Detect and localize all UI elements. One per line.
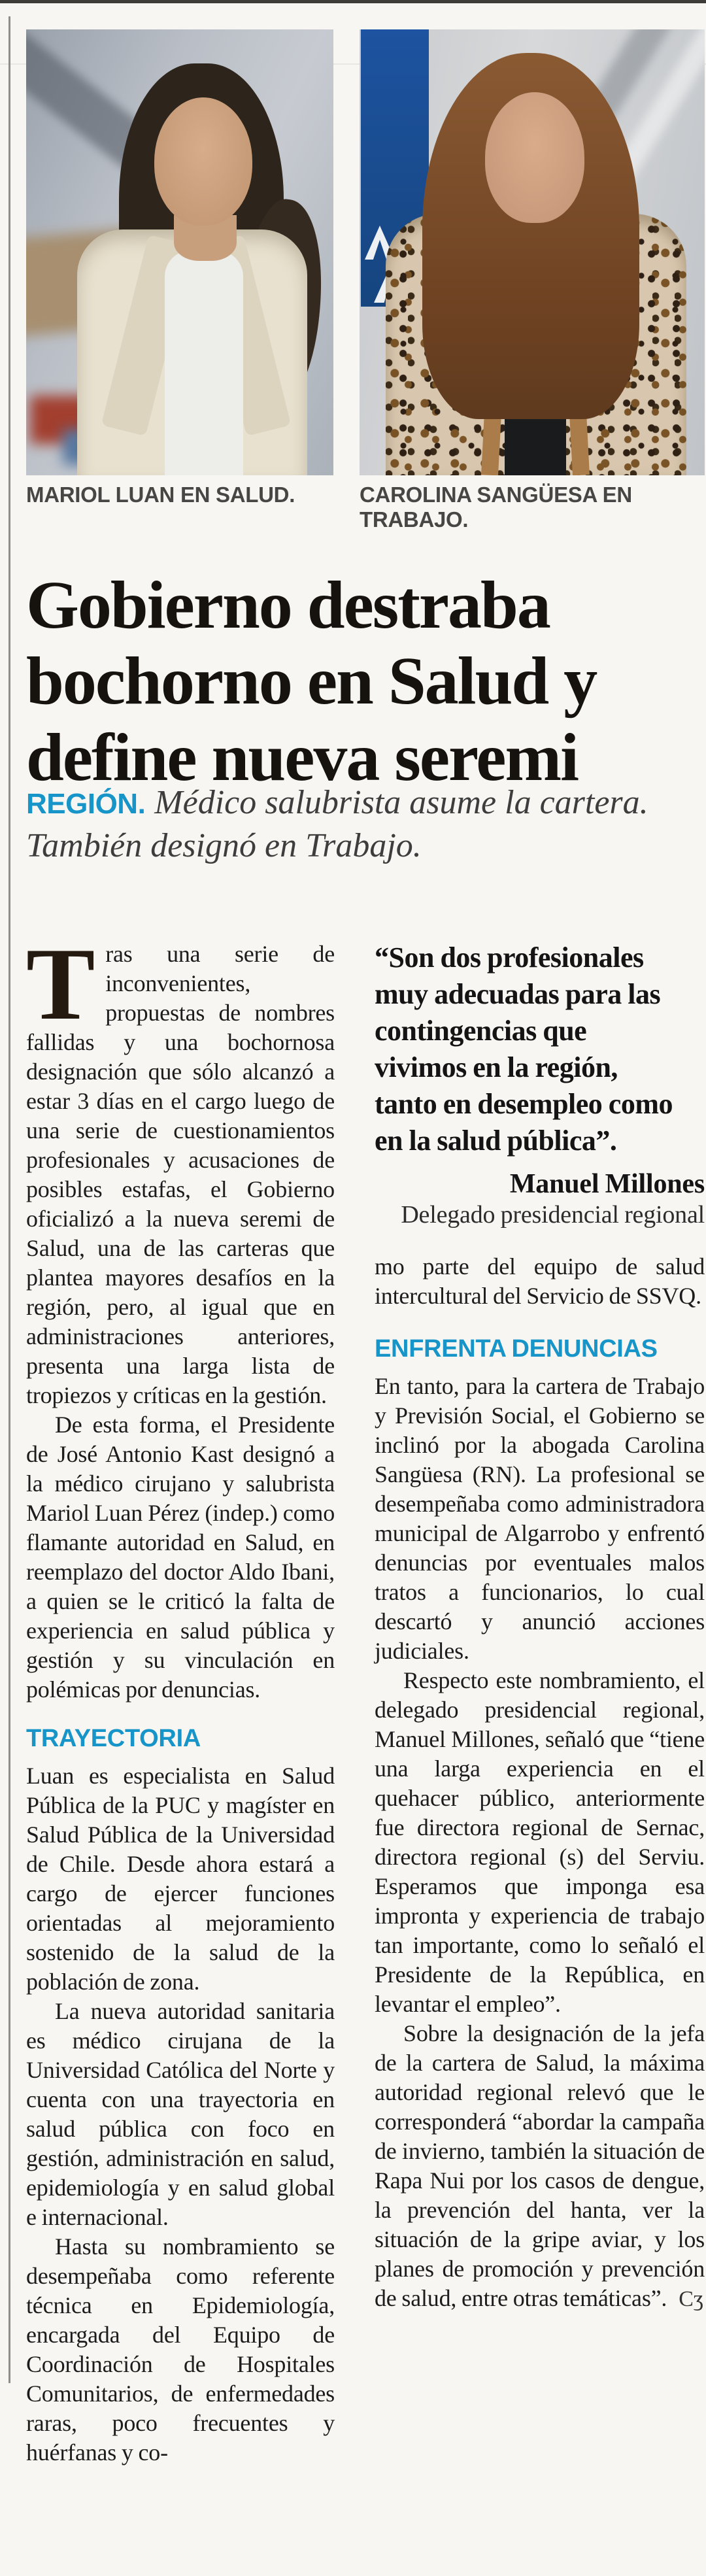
pull-quote: “Son dos profesionales muy adecuadas para las contingencias que vivimos en la región, tanto en desempleo como en la salud pública”. [375, 941, 673, 1157]
body-paragraph: Hasta su nombramiento se desempeñaba como referente técnica en Epidemiología, encargada del Equipo de Coordinación de Hospitales Comunitarios, de enfermedades raras, poco frecuentes y huérfanas y co- [26, 2233, 335, 2466]
body-paragraph: La nueva autoridad sanitaria es médico cirujana de la Universidad Católica del Norte y cuenta con una trayectoria en salud pública con foco en gestión, administración en salud, epidemiología y en salud global e internacional. [26, 1998, 335, 2230]
section-header-trayectoria: TRAYECTORIA [26, 1725, 201, 1752]
person-top [165, 250, 243, 475]
body-paragraph: De esta forma, el Presidente de José Antonio Kast designó a la médico cirujano y salubrista Mariol Luan Pérez (indep.) como flamante autoridad en Salud, en reemplazo del doctor Aldo Ibani, a quien se le criticó la falta de experiencia en salud pública y gestión y su vinculación en polémicas por denuncias. [26, 1412, 335, 1703]
paragraph-text: ras una serie de inconvenientes, propuestas de nombres fallidas y una bochornosa designación que sólo alcanzó a estar 3 días en el cargo luego de una serie de cuestionamientos profesionales y acusaciones de posibles estafas, el Gobierno oficializó a la nueva seremi de Salud, una de las carteras que plantea mayores desafíos en la región, pero, al igual que en administraciones anteriores, presenta una larga lista de tropiezos y críticas en la gestión. [26, 941, 335, 1408]
body-paragraph: En tanto, para la cartera de Trabajo y Previsión Social, el Gobierno se inclinó por la abogada Carolina Sangüesa (RN). La profesional se desempeñaba como administradora municipal de Algarrobo y enfrentó denuncias por eventuales malos tratos a funcionarios, lo cual descartó y anunció acciones judiciales. [375, 1373, 705, 1664]
kicker [26, 782, 701, 867]
body-paragraph [375, 2019, 705, 2314]
quote-attribution-name: Manuel Millones [509, 1169, 705, 1199]
photo-caption-right: CAROLINA SANGÜESA EN TRABAJO. [360, 483, 632, 532]
article-column-left [26, 927, 335, 2467]
body-paragraph-continuation: mo parte del equipo de salud intercultural del Servicio de SSVQ. [375, 1253, 705, 1309]
kicker-text: Médico salubrista asume la cartera. También designó en Trabajo. [26, 784, 648, 864]
person-face [485, 92, 584, 223]
paragraph-text: Sobre la designación de la jefa de la cartera de Salud, la máxima autoridad regional relevó que le corresponderá “abordar la campaña de invierno, también la situación de Rapa Nui por los casos de dengue, la prevención del hanta, ver la situación de la gripe aviar, y los planes de promoción y prevención de salud, entre otras temáticas”. [375, 2020, 705, 2311]
kicker-section-label: REGIÓN. [26, 788, 146, 820]
column-divider-rule [8, 16, 10, 2383]
photo-mariol-luan [26, 29, 333, 475]
person-face [154, 97, 252, 226]
article-column-right [375, 940, 705, 2314]
headline: Gobierno destraba bochorno en Salud y define nueva seremi [26, 567, 597, 795]
article-end-mark: Cʒ [679, 2287, 703, 2311]
photo-carolina-sanguesa [360, 29, 705, 475]
section-header-enfrenta-denuncias: ENFRENTA DENUNCIAS [375, 1335, 658, 1363]
body-paragraph: Luan es especialista en Salud Pública de la PUC y magíster en Salud Pública de la Universidad de Chile. Desde ahora estará a cargo de ejercer funciones orientadas al mejoramiento sostenido de la salud de la población de zona. [26, 1763, 335, 1995]
page-top-rule [0, 0, 706, 3]
drop-cap: T [26, 927, 95, 1042]
photo-caption-left: MARIOL LUAN EN SALUD. [26, 483, 295, 507]
body-paragraph: Respecto este nombramiento, el delegado presidencial regional, Manuel Millones, señaló que “tiene una larga experiencia en el quehacer público, anteriormente fue directora regional de Sernac, directora regional (s) del Serviu. Esperamos que imponga esa impronta y experiencia de trabajo tan importante, como lo señaló el Presidente de la República, en levantar el empleo”. [375, 1667, 705, 2017]
quote-attribution-role: Delegado presidencial regional [401, 1201, 705, 1229]
body-paragraph [26, 927, 335, 1410]
